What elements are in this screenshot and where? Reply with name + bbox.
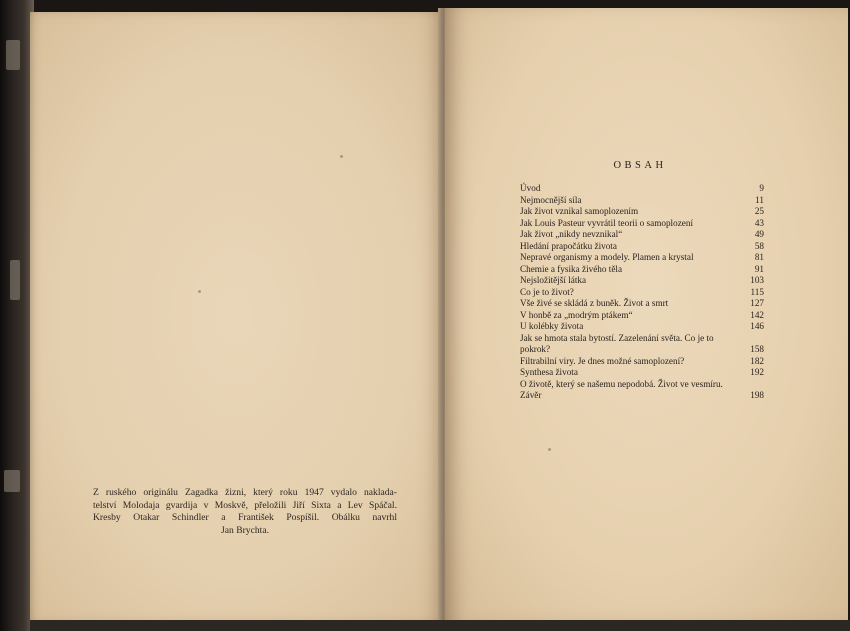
book-bottom-edge [30,620,850,631]
table-of-contents [520,183,764,402]
toc-entry [520,367,764,379]
toc-entry [520,275,764,287]
paper-speck [198,290,201,293]
toc-entry-title: V honbě za „modrým ptákem“ [520,309,633,320]
toc-entry [520,356,764,368]
toc-entry-page: 127 [750,298,764,308]
toc-entry-title: Jak život „nikdy nevznikal“ [520,229,623,239]
toc-entry-title: Vše živé se skládá z buněk. Život a smrt [520,298,669,308]
toc-entry-page: 146 [750,321,764,331]
toc-entry [520,321,764,333]
toc-entry [520,218,764,230]
toc-entry-title: O životě, který se našemu nepodobá. Život ve vesmíru. [520,378,723,389]
imprint-paragraph [93,487,397,537]
toc-entry-title: Filtrabilní viry. Je dnes možné samoplození? [520,355,685,366]
toc-entry [520,229,764,241]
toc-entry-page: 142 [750,309,764,320]
toc-entry-title: U kolébky života [520,321,584,331]
paper-speck [340,155,343,158]
toc-entry-title: Chemie a fysika živého těla [520,263,623,274]
book-binding [0,0,34,631]
toc-entry [520,310,764,322]
toc-entry-page: 58 [754,240,764,251]
toc-entry-title: Synthesa života [520,367,578,377]
toc-entry-page: 49 [754,229,764,239]
toc-entry [520,241,764,253]
toc-entry-title: Jak se hmota stala bytostí. Zazelenání světa. Co je to [520,332,714,343]
toc-entry-title: Nejmocnější síla [520,194,582,205]
toc-entry-page: 81 [754,252,764,262]
toc-entry-page: 25 [754,206,764,216]
toc-entry-page: 115 [750,286,764,297]
toc-entry-title: Hledání prapočátku života [520,240,617,251]
toc-entry-page: 43 [754,217,764,228]
toc-entry [520,287,764,299]
toc-entry-page: 11 [755,194,764,205]
toc-entry [520,195,764,207]
toc-entry-page: 91 [754,263,764,274]
toc-entry [520,183,764,195]
binding-wear [10,260,20,300]
toc-entry-title: Nejsložitější látka [520,275,587,285]
toc-entry-page [744,333,764,345]
toc-entry-title: pokrok? [520,344,551,354]
toc-entry-title: Závěr [520,390,542,400]
toc-entry [520,379,764,391]
toc-entry [520,264,764,276]
toc-entry [520,298,764,310]
toc-entry-page: 182 [750,355,764,366]
toc-entry-title: Co je to život? [520,286,574,297]
toc-entry-page: 9 [759,183,764,193]
toc-entry-page: 198 [750,390,764,400]
toc-entry-title: Jak Louis Pasteur vyvrátil teorii o samoplození [520,217,693,228]
toc-heading: OBSAH [613,160,667,171]
toc-entry-title: Nepravé organismy a modely. Plamen a krystal [520,252,694,262]
binding-wear [4,470,20,492]
toc-entry-page: 103 [750,275,764,285]
imprint-line: telství Molodaja gvardija v Moskvě, přeložili Jiří Sixta a Lev Spáčal. [93,499,397,511]
toc-entry [520,333,764,345]
imprint-line: Jan Brychta. [221,524,269,536]
toc-entry [520,206,764,218]
toc-entry-page: 158 [750,344,764,354]
toc-entry-title: Úvod [520,183,541,193]
paper-speck [548,448,551,451]
toc-entry-page: 192 [750,367,764,377]
toc-entry-title: Jak život vznikal samoplozením [520,206,639,216]
toc-entry-page [744,379,764,391]
imprint-line: Z ruského originálu Zagadka žizni, který roku 1947 vydalo naklada- [93,487,397,498]
toc-entry [520,344,764,356]
binding-wear [6,40,20,70]
toc-entry [520,252,764,264]
imprint-line: Kresby Otakar Schindler a František Pospíšil. Obálku navrhl [93,512,397,523]
toc-entry [520,390,764,402]
